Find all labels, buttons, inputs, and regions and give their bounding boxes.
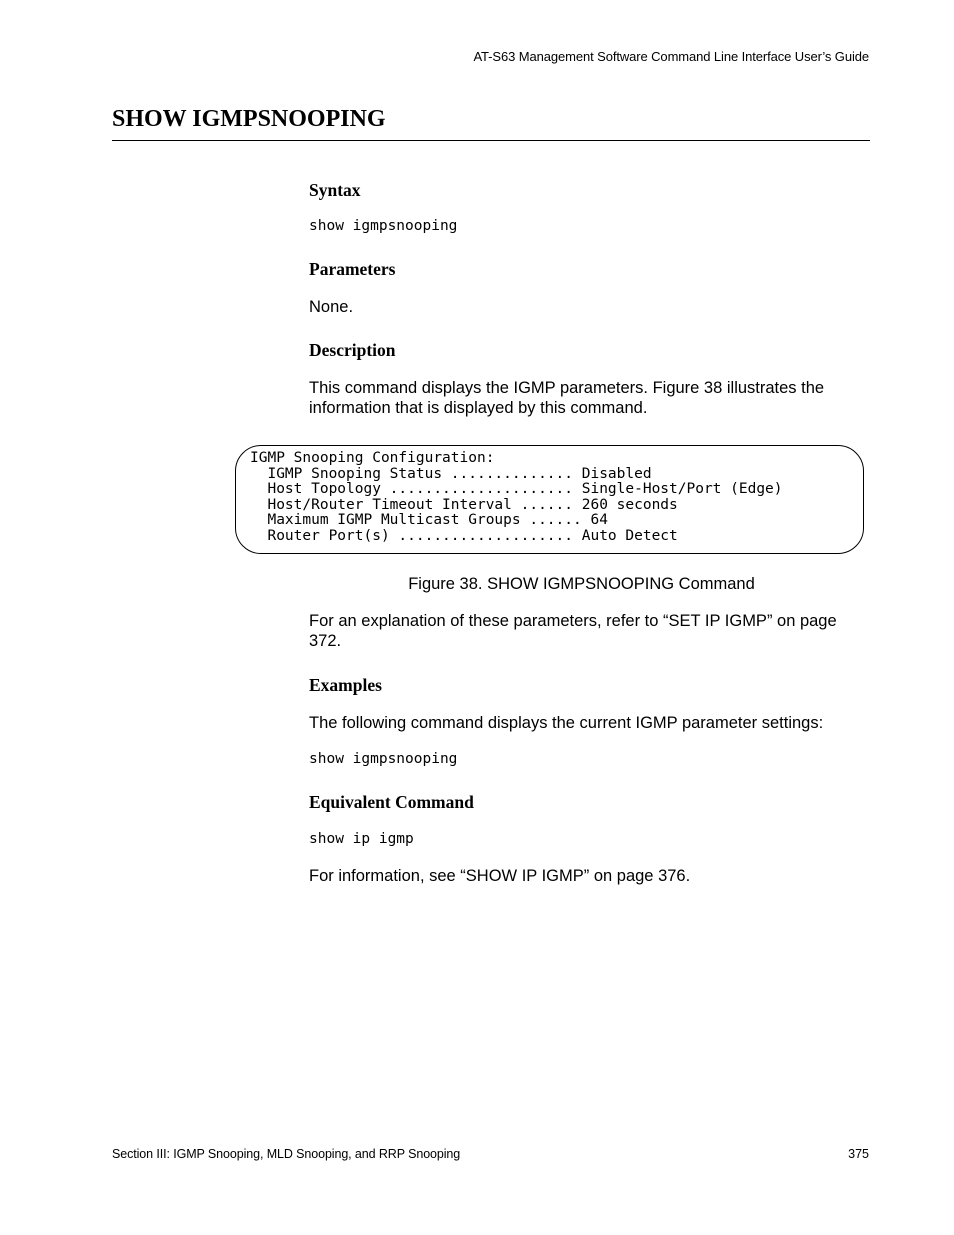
syntax-heading: Syntax bbox=[309, 180, 361, 200]
equivalent-info-text: For information, see “SHOW IP IGMP” on page 376. bbox=[309, 867, 691, 885]
running-header: AT-S63 Management Software Command Line Interface User’s Guide bbox=[473, 49, 869, 64]
parameters-text: None. bbox=[309, 298, 354, 316]
description-text: This command displays the IGMP parameters. Figure 38 illustrates the information that is displayed by this command. bbox=[309, 379, 825, 417]
description-heading: Description bbox=[309, 340, 396, 360]
examples-command: show igmpsnooping bbox=[309, 751, 458, 767]
page-title: SHOW IGMPSNOOPING bbox=[112, 106, 386, 132]
figure-caption: Figure 38. SHOW IGMPSNOOPING Command bbox=[408, 575, 755, 593]
equivalent-command-heading: Equivalent Command bbox=[309, 792, 474, 812]
examples-text: The following command displays the current IGMP parameter settings: bbox=[309, 714, 824, 732]
syntax-command: show igmpsnooping bbox=[309, 218, 458, 234]
examples-heading: Examples bbox=[309, 675, 382, 695]
title-rule bbox=[112, 140, 870, 141]
explanation-text: For an explanation of these parameters, refer to “SET IP IGMP” on page 372. bbox=[309, 612, 837, 650]
command-output-text: IGMP Snooping Configuration: IGMP Snooping Status .............. Disabled Host Topology ..................... Single-Host/Port (Edge) Host/Router Timeout Interval ...... 260 seconds Maximum IGMP Multicast Groups ...... 64 Router Port(s) .................... Auto Detect bbox=[250, 450, 783, 544]
equivalent-command: show ip igmp bbox=[309, 831, 414, 847]
parameters-heading: Parameters bbox=[309, 259, 396, 279]
footer-section: Section III: IGMP Snooping, MLD Snooping, and RRP Snooping bbox=[112, 1147, 461, 1161]
footer-page-number: 375 bbox=[848, 1147, 869, 1161]
